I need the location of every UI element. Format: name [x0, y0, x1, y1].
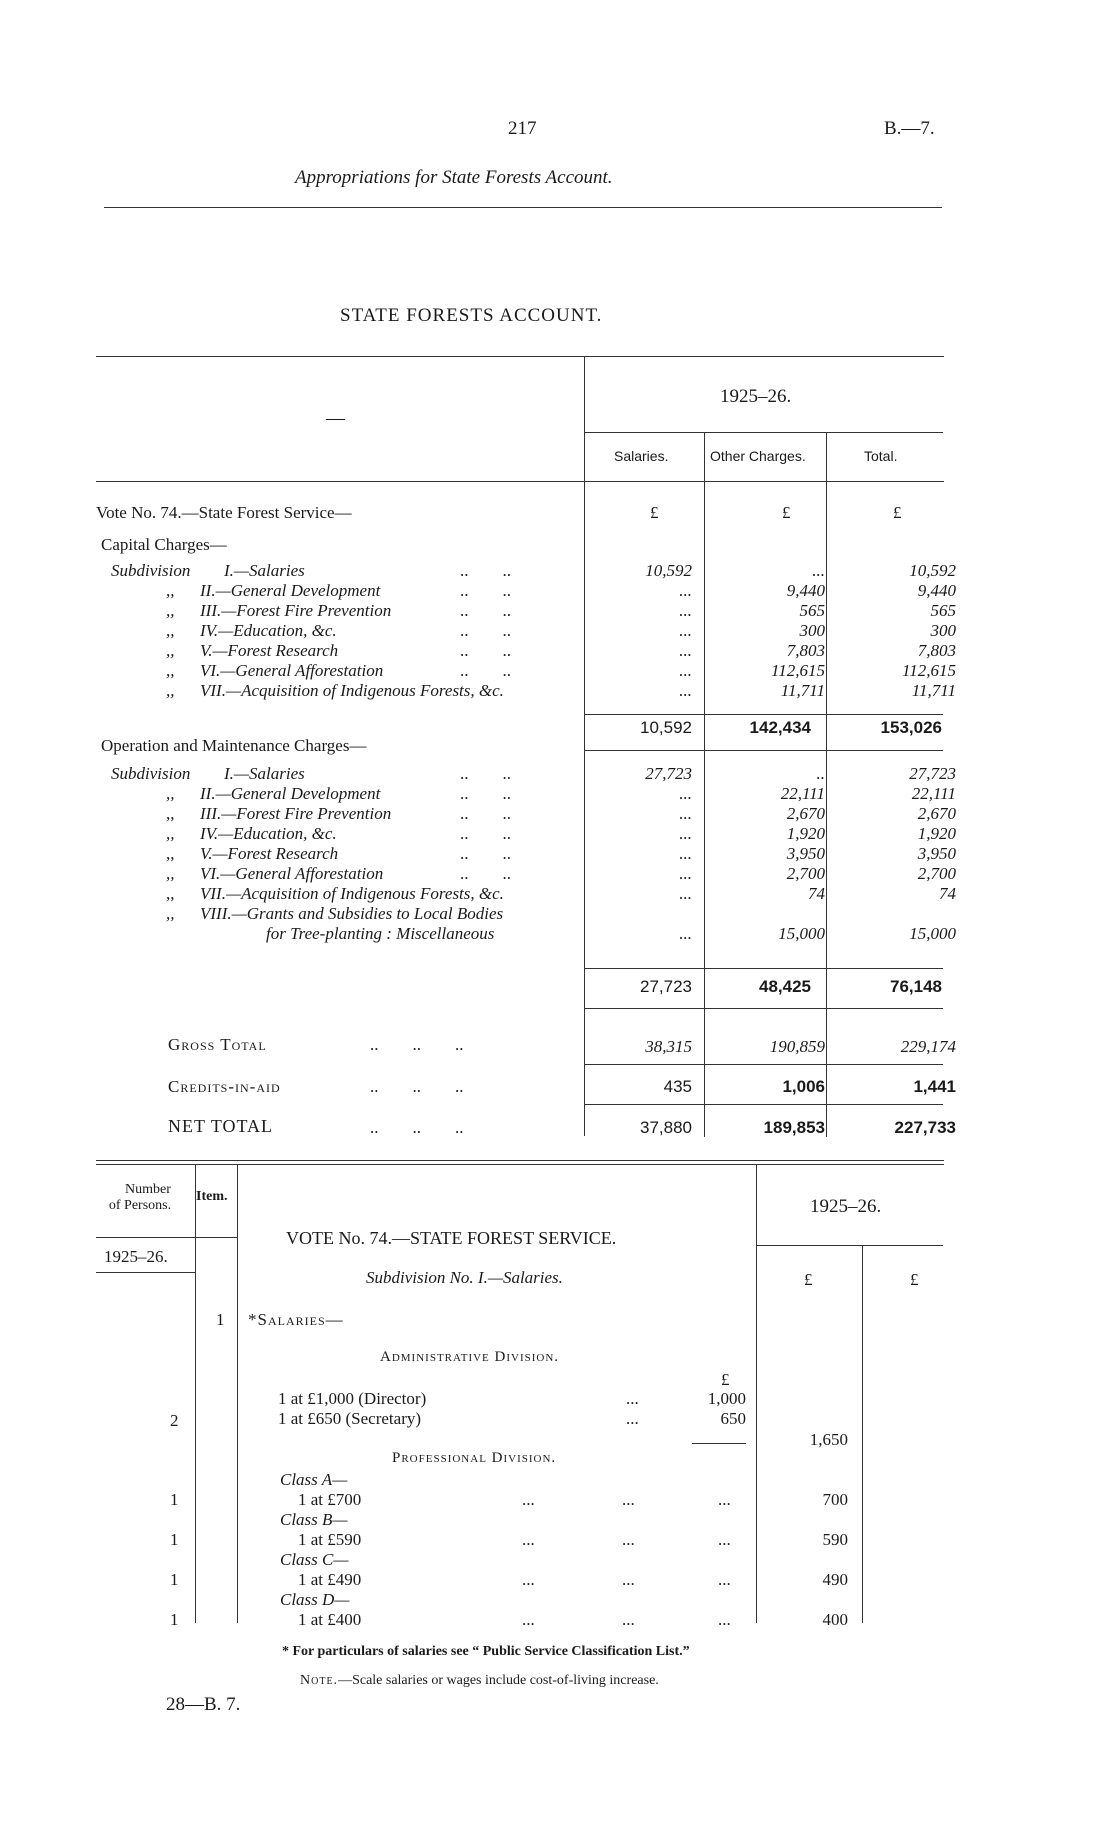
capital-row-label: III.—Forest Fire Prevention [200, 601, 392, 620]
footer-signature: 28—B. 7. [166, 1694, 241, 1715]
persons-head-rule [96, 1237, 237, 1238]
col-head-rule [96, 481, 944, 482]
credits-other: 1,006 [782, 1077, 825, 1096]
capital-subtotal-total: 153,026 [880, 718, 942, 737]
class-leader-1: ... [522, 1610, 535, 1629]
col-head-other: Other Charges. [710, 448, 806, 464]
operation-row-salaries: 27,723 [645, 764, 692, 783]
operation-row-label: V.—Forest Research [200, 844, 339, 863]
operation-row-label: VI.—General Afforestation [200, 864, 384, 883]
capital-row-other: 7,803 [786, 641, 825, 660]
class-amount: 590 [822, 1530, 848, 1549]
operation-heading: Operation and Maintenance Charges— [101, 736, 367, 755]
capital-row-salaries: 10,592 [645, 561, 692, 580]
salaries-heading: *Salaries— [248, 1310, 344, 1329]
operation-row-label: VII.—Acquisition of Indigenous Forests, &c. [200, 884, 504, 903]
operation-row-total: 1,920 [917, 824, 956, 843]
admin-heading: Administrative Division. [380, 1349, 560, 1365]
capital-row-total: 112,615 [902, 661, 956, 680]
vote-title: Vote No. 74.—State Forest Service— [96, 503, 352, 522]
detail-top-rule-2 [96, 1164, 944, 1165]
gross-total-rule [585, 1064, 943, 1065]
admin-leader-2: ... [626, 1409, 639, 1428]
operation-row-prefix: ,, [166, 904, 175, 923]
document-reference: B.—7. [884, 118, 935, 139]
capital-subtotal-salaries: 10,592 [640, 718, 692, 737]
account-title: STATE FORESTS ACCOUNT. [340, 305, 603, 326]
capital-row-label: IV.—Education, &c. [200, 621, 337, 640]
gross-total-other: 190,859 [769, 1037, 825, 1056]
summary-stub-dash: — [326, 408, 345, 429]
net-total-label: NET TOTAL [168, 1116, 274, 1136]
operation-row-leader: .. .. [460, 804, 511, 823]
capital-row-label: I.—Salaries [224, 561, 305, 580]
note-label: Note. [300, 1673, 339, 1688]
operation-row-other: 22,111 [780, 784, 825, 803]
capital-subtotal-rule [585, 714, 943, 715]
class-persons: 1 [170, 1490, 179, 1509]
operation-row-salaries: ... [679, 864, 692, 883]
col-item: Item. [196, 1189, 228, 1204]
operation-row-salaries: ... [679, 884, 692, 903]
capital-row-leader: .. .. [460, 621, 511, 640]
class-leader-2: ... [622, 1570, 635, 1589]
operation-row-total: 2,670 [917, 804, 956, 823]
class-leader-3: ... [718, 1490, 731, 1509]
operation-row-label: VIII.—Grants and Subsidies to Local Bodies [200, 904, 504, 923]
credits-total: 1,441 [913, 1077, 956, 1096]
operation-row-salaries: ... [679, 844, 692, 863]
detail-col-rule-3 [756, 1165, 757, 1623]
operation-row-prefix: ,, [166, 784, 175, 803]
note [300, 1673, 659, 1689]
capital-row-label: VII.—Acquisition of Indigenous Forests, &c. [200, 681, 504, 700]
operation-row-salaries: ... [679, 824, 692, 843]
operation-row-prefix: Subdivision [111, 764, 191, 783]
capital-subtotal-other: 142,434 [749, 718, 811, 737]
net-total-other: 189,853 [763, 1118, 825, 1137]
operation-row-other: .. [816, 764, 825, 783]
net-total-salaries: 37,880 [640, 1118, 692, 1137]
operation-row-salaries: ... [679, 924, 692, 943]
capital-row-prefix: ,, [166, 581, 175, 600]
operation-row-other: 3,950 [786, 844, 825, 863]
persons-year-rule [96, 1272, 196, 1273]
class-row: 1 at £490 [298, 1570, 362, 1589]
operation-row-total: 15,000 [909, 924, 956, 943]
class-amount: 490 [822, 1570, 848, 1589]
capital-row-total: 10,592 [909, 561, 956, 580]
capital-row-salaries: ... [679, 621, 692, 640]
summary-divider [584, 356, 585, 1136]
capital-row-total: 7,803 [917, 641, 956, 660]
detail-col-rule-4 [862, 1245, 863, 1623]
class-persons: 1 [170, 1570, 179, 1589]
class-persons: 1 [170, 1530, 179, 1549]
detail-subdivision: Subdivision No. I.—Salaries. [366, 1268, 563, 1287]
operation-row-total: 2,700 [917, 864, 956, 883]
capital-row-total: 9,440 [917, 581, 956, 600]
capital-row-total: 11,711 [911, 681, 956, 700]
capital-row-other: 300 [799, 621, 825, 640]
admin-leader-1: ... [626, 1389, 639, 1408]
capital-row-prefix: ,, [166, 641, 175, 660]
admin-persons: 2 [170, 1411, 179, 1430]
col-persons: of Persons. [108, 1198, 172, 1213]
detail-year-rule [757, 1245, 943, 1246]
operation-row-total: 27,723 [909, 764, 956, 783]
footnote: * For particulars of salaries see “ Public Service Classification List.” [282, 1644, 690, 1659]
detail-col-rule-2 [237, 1165, 238, 1623]
class-leader-3: ... [718, 1530, 731, 1549]
capital-row-label: VI.—General Afforestation [200, 661, 384, 680]
gross-total-total: 229,174 [900, 1037, 956, 1056]
operation-subtotal-salaries: 27,723 [640, 977, 692, 996]
operation-row-prefix: ,, [166, 844, 175, 863]
capital-row-label: II.—General Development [200, 581, 381, 600]
operation-row-prefix: ,, [166, 804, 175, 823]
operation-row-other: 74 [808, 884, 825, 903]
capital-subtotal-rule-bottom [585, 750, 943, 751]
capital-row-prefix: Subdivision [111, 561, 191, 580]
capital-row-prefix: ,, [166, 621, 175, 640]
class-row: 1 at £590 [298, 1530, 362, 1549]
capital-row-prefix: ,, [166, 661, 175, 680]
class-leader-1: ... [522, 1490, 535, 1509]
credits-leader: .. .. .. [370, 1077, 464, 1096]
net-total-total: 227,733 [894, 1118, 956, 1137]
admin-total: 1,650 [809, 1430, 848, 1449]
operation-row-label: I.—Salaries [224, 764, 305, 783]
page-subtitle: Appropriations for State Forests Account. [295, 167, 613, 188]
operation-row-other: 2,670 [786, 804, 825, 823]
credits-rule [585, 1104, 943, 1105]
operation-subtotal-total: 76,148 [890, 977, 942, 996]
detail-year-left: 1925–26. [104, 1247, 168, 1266]
operation-row-other: 2,700 [786, 864, 825, 883]
gross-total-label: Gross Total [168, 1035, 267, 1054]
operation-row-total: 22,111 [911, 784, 956, 803]
class-leader-1: ... [522, 1530, 535, 1549]
credits-label: Credits-in-aid [168, 1077, 281, 1096]
admin-currency: £ [721, 1370, 730, 1389]
capital-heading: Capital Charges— [101, 535, 227, 554]
class-amount: 700 [822, 1490, 848, 1509]
class-leader-3: ... [718, 1610, 731, 1629]
detail-currency-2: £ [910, 1270, 919, 1289]
currency-salaries: £ [650, 503, 659, 522]
capital-row-prefix: ,, [166, 681, 175, 700]
class-leader-2: ... [622, 1530, 635, 1549]
class-leader-1: ... [522, 1570, 535, 1589]
capital-row-leader: .. .. [460, 601, 511, 620]
operation-row-label: II.—General Development [200, 784, 381, 803]
col-number: Number [125, 1182, 171, 1197]
capital-row-prefix: ,, [166, 601, 175, 620]
page-number: 217 [508, 118, 537, 139]
capital-row-salaries: ... [679, 601, 692, 620]
operation-row-label: IV.—Education, &c. [200, 824, 337, 843]
capital-row-total: 300 [930, 621, 956, 640]
operation-subtotal-rule-bottom [585, 1008, 943, 1009]
currency-total: £ [893, 503, 902, 522]
detail-top-rule [96, 1160, 944, 1161]
class-leader-2: ... [622, 1490, 635, 1509]
operation-row-prefix: ,, [166, 824, 175, 843]
class-name: Class B— [280, 1510, 348, 1529]
operation-row-salaries: ... [679, 804, 692, 823]
prof-heading: Professional Division. [392, 1450, 557, 1466]
credits-salaries: 435 [663, 1077, 692, 1096]
capital-row-leader: .. .. [460, 661, 511, 680]
operation-subtotal-rule [585, 968, 943, 969]
class-leader-2: ... [622, 1610, 635, 1629]
operation-row-other: 15,000 [778, 924, 825, 943]
class-amount: 400 [822, 1610, 848, 1629]
year-rule [585, 432, 943, 433]
class-name: Class D— [280, 1590, 350, 1609]
capital-row-leader: .. .. [460, 561, 511, 580]
admin-amount-secretary: 650 [720, 1409, 746, 1428]
capital-row-total: 565 [930, 601, 956, 620]
col-rule-total [826, 432, 827, 1137]
class-row: 1 at £400 [298, 1610, 362, 1629]
operation-row-total: 3,950 [917, 844, 956, 863]
header-rule [104, 207, 942, 208]
capital-row-other: 112,615 [771, 661, 825, 680]
summary-year: 1925–26. [720, 386, 792, 407]
col-head-salaries: Salaries. [614, 448, 669, 464]
item-number: 1 [216, 1310, 225, 1329]
operation-row-salaries: ... [679, 784, 692, 803]
operation-row-leader: .. .. [460, 824, 511, 843]
capital-row-other: 11,711 [780, 681, 825, 700]
admin-row-secretary: 1 at £650 (Secretary) [278, 1409, 422, 1428]
operation-row-leader: .. .. [460, 784, 511, 803]
col-head-total: Total. [864, 448, 898, 464]
operation-row-prefix: ,, [166, 884, 175, 903]
admin-row-director: 1 at £1,000 (Director) [278, 1389, 427, 1408]
operation-row-leader: .. .. [460, 764, 511, 783]
class-name: Class C— [280, 1550, 349, 1569]
capital-row-salaries: ... [679, 661, 692, 680]
operation-subtotal-other: 48,425 [759, 977, 811, 996]
operation-row-leader: .. .. [460, 864, 511, 883]
admin-amount-director: 1,000 [707, 1389, 746, 1408]
capital-row-salaries: ... [679, 681, 692, 700]
note-text: —Scale salaries or wages include cost-of-living increase. [338, 1673, 659, 1688]
class-persons: 1 [170, 1610, 179, 1629]
capital-row-other: 565 [799, 601, 825, 620]
capital-row-leader: .. .. [460, 641, 511, 660]
gross-total-salaries: 38,315 [645, 1037, 692, 1056]
operation-row-label-continued: for Tree-planting : Miscellaneous [266, 924, 495, 943]
detail-vote-title: VOTE No. 74.—STATE FOREST SERVICE. [286, 1228, 617, 1248]
class-row: 1 at £700 [298, 1490, 362, 1509]
operation-row-label: III.—Forest Fire Prevention [200, 804, 392, 823]
operation-row-other: 1,920 [786, 824, 825, 843]
capital-row-other: 9,440 [786, 581, 825, 600]
capital-row-leader: .. .. [460, 581, 511, 600]
capital-row-label: V.—Forest Research [200, 641, 339, 660]
summary-top-rule [96, 356, 944, 357]
class-leader-3: ... [718, 1570, 731, 1589]
net-total-leader: .. .. .. [370, 1118, 464, 1137]
operation-row-total: 74 [939, 884, 956, 903]
detail-col-rule-1 [195, 1165, 196, 1623]
capital-row-salaries: ... [679, 641, 692, 660]
capital-row-salaries: ... [679, 581, 692, 600]
detail-currency-1: £ [804, 1270, 813, 1289]
gross-total-leader: .. .. .. [370, 1035, 464, 1054]
capital-row-other: ... [812, 561, 825, 580]
detail-year-right: 1925–26. [810, 1196, 882, 1217]
operation-row-prefix: ,, [166, 864, 175, 883]
currency-other: £ [782, 503, 791, 522]
operation-row-leader: .. .. [460, 844, 511, 863]
class-name: Class A— [280, 1470, 348, 1489]
